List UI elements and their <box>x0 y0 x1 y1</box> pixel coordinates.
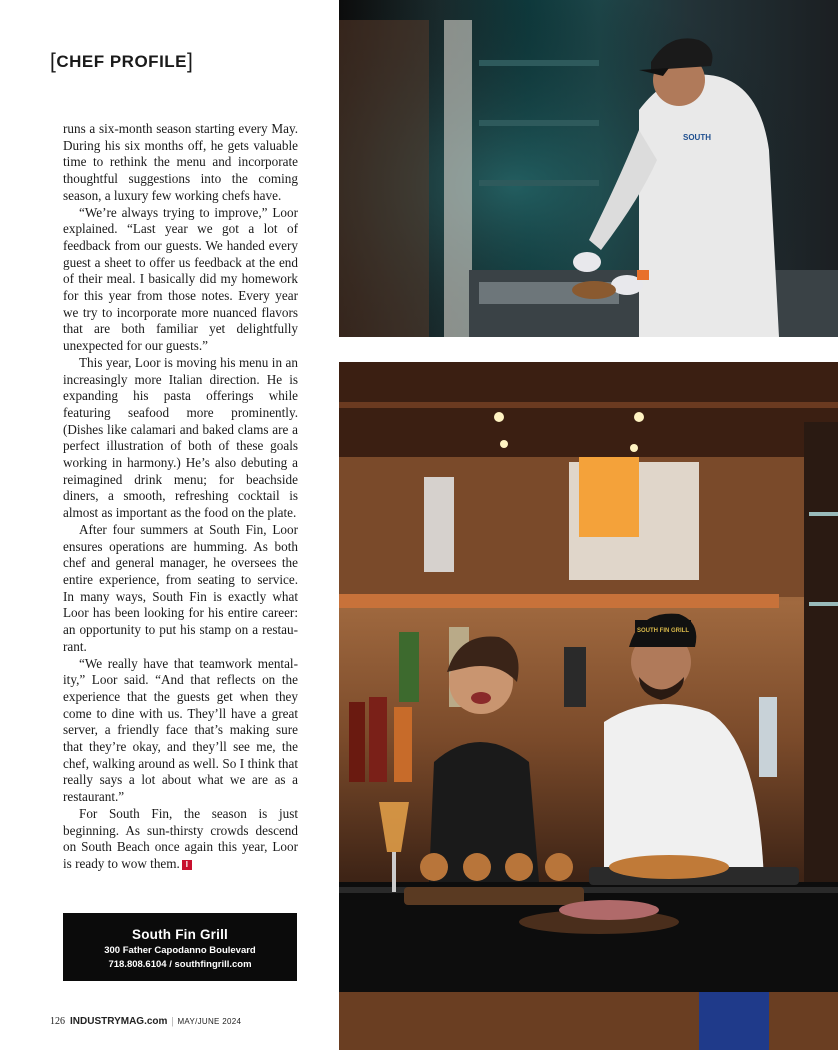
article-paragraph-last <box>63 806 298 873</box>
article-paragraph: After four summers at South Fin, Loor ensures operations are humming. As both chef and general manager, he oversees the entire experience, from seating to service. In many ways, South Fin is exactly what Loor has been looking for his entire career: an opportunity to put his stamp on a restaurant. <box>63 521 298 654</box>
restaurant-info-box <box>63 913 297 981</box>
page-footer <box>50 1016 241 1027</box>
article-paragraph: “We really have that teamwork mentality,” Loor said. “And that reflects on the experience that the guests get when they come to dine with us. They’ll have a great server, a friendly face that’s making sure that they’re okay, and they’ll see me, the chef, walking around as well. So I think that really says a lot about what we are as a restaurant.” <box>63 655 298 805</box>
chef-plating-photo <box>339 0 838 337</box>
chef-plating-illustration <box>339 0 838 337</box>
article-paragraph-text: For South Fin, the season is just beginning. As sun-thirsty crowds descend on South Beach once again this year, Loor is ready to wow them. <box>63 805 298 871</box>
bracket-right: ] <box>187 50 194 73</box>
magazine-name: INDUSTRYMAG.com <box>70 1016 168 1027</box>
section-label-text: CHEF PROFILE <box>56 52 188 71</box>
bar-team-photo <box>339 362 838 1050</box>
article-paragraph: This year, Loor is moving his menu in an increasingly more Italian direction. He is expanding his pasta offerings while featuring seafood more prominently. (Dishes like calamari and baked clams are a perfect illustration of both of these goals working in harmony.) He’s also debuting a reimagined drink menu; for beachside diners, a smooth, refreshing cocktail is almost as important as the food on the plate. <box>63 354 298 521</box>
restaurant-contact: 718.808.6104 / southfingrill.com <box>108 959 252 970</box>
chef-coat-logo: SOUTH <box>683 133 711 142</box>
article-paragraph: “We’re always trying to improve,” Loor explained. “Last year we got a lot of feedback from our guests. We handed every guest a sheet to offer us feedback at the end of their meal. I basically did my homework for this year from those notes. Every year we try to incorporate more nuanced flavors that are both familiar yet delightfully unexpected for our guests.” <box>63 204 298 354</box>
restaurant-name: South Fin Grill <box>132 927 228 942</box>
article-paragraph: runs a six-month season starting every May. During his six months off, he gets valuable time to rethink the menu and incorporate thoughtful suggestions into the coming season, a luxury few working chefs have. <box>63 121 298 203</box>
issue-date: MAY/JUNE 2024 <box>177 1017 242 1026</box>
article-body <box>63 121 298 873</box>
footer-divider: | <box>171 1016 174 1027</box>
page-number: 126 <box>50 1016 65 1027</box>
bar-team-illustration <box>339 362 838 1050</box>
bracket-left: [ <box>50 50 57 73</box>
end-mark-icon: I <box>182 860 192 870</box>
section-label <box>50 49 193 73</box>
chef-cap-logo: SOUTH FIN GRILL <box>637 628 689 634</box>
restaurant-address: 300 Father Capodanno Boulevard <box>104 945 256 956</box>
